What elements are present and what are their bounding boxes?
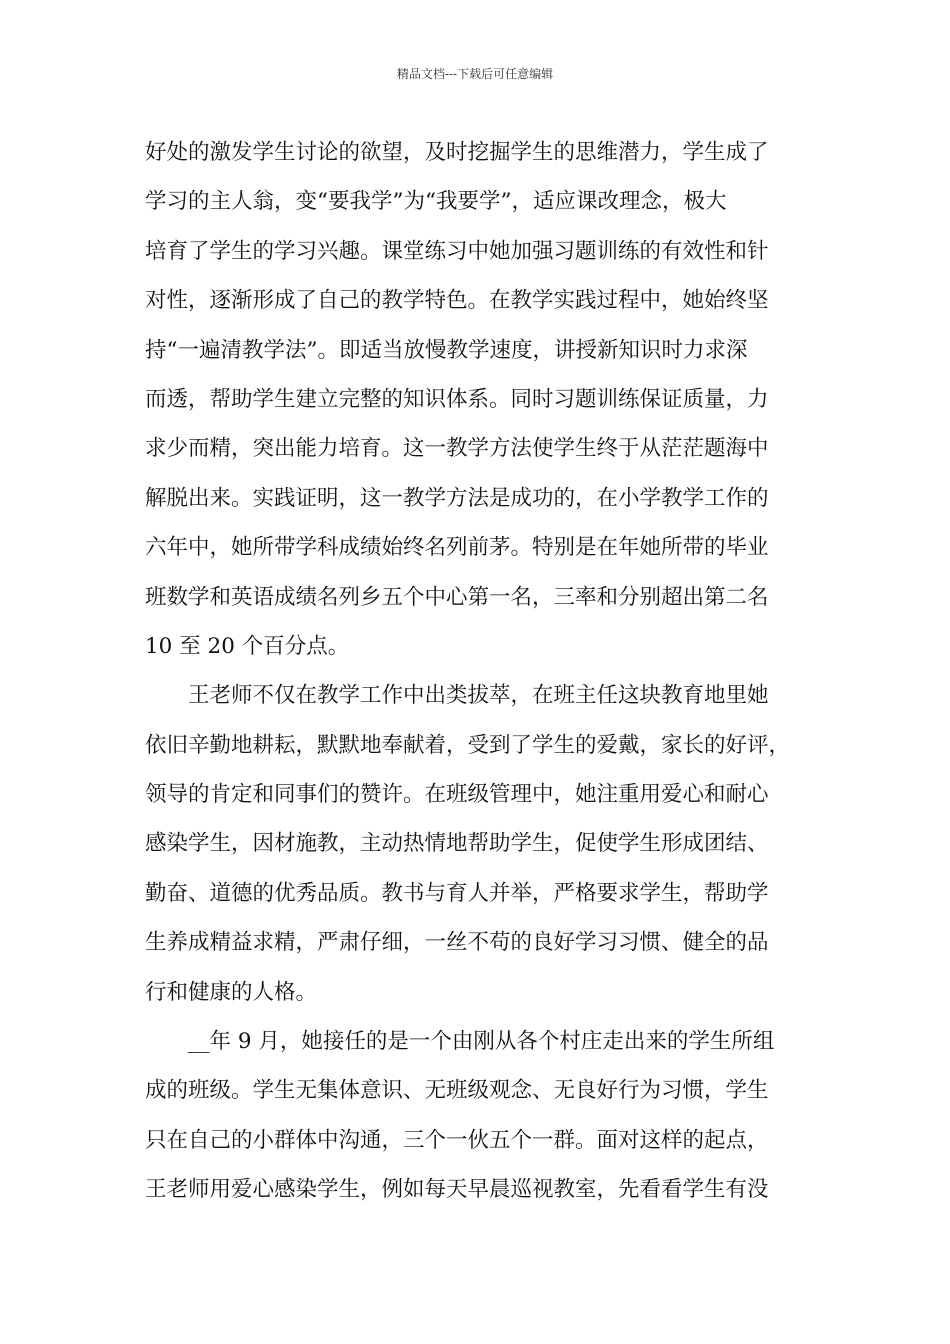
text-line: __年 9 月，她接任的是一个由刚从各个村庄走出来的学生所组 [188, 1029, 775, 1055]
text-line: 培育了学生的学习兴趣。课堂练习中她加强习题训练的有效性和针 [145, 238, 769, 264]
text-line: 依旧辛勤地耕耘，默默地奉献着，受到了学生的爱戴，家长的好评， [145, 732, 791, 758]
text-line: 求少而精，突出能力培育。这一教学方法使学生终于从茫茫题海中 [145, 436, 769, 462]
text-line: 生养成精益求精，严肃仔细，一丝不苟的良好学习习惯、健全的品 [145, 930, 769, 956]
text-line: 领导的肯定和同事们的赞许。在班级管理中，她注重用爱心和耐心 [145, 782, 769, 808]
text-line: 学习的主人翁，变“要我学”为“我要学”，适应课改理念，极大 [145, 189, 727, 215]
text-line: 行和健康的人格。 [145, 979, 318, 1005]
text-line: 班数学和英语成绩名列乡五个中心第一名，三率和分别超出第二名 [145, 584, 769, 610]
page-header: 精品文档---下载后可任意编辑 [396, 67, 554, 81]
body-text [145, 128, 815, 1215]
text-line: 六年中，她所带学科成绩始终名列前茅。特别是在年她所带的毕业 [145, 535, 769, 561]
text-line: 感染学生，因材施教，主动热情地帮助学生，促使学生形成团结、 [145, 831, 769, 857]
text-line: 好处的激发学生讨论的欲望，及时挖掘学生的思维潜力，学生成了 [145, 140, 769, 165]
text-line: 王老师用爱心感染学生，例如每天早晨巡视教室，先看看学生有没 [145, 1177, 769, 1203]
text-line: 持“一遍清教学法”。即适当放慢教学速度，讲授新知识时力求深 [145, 337, 748, 363]
text-line: 而透，帮助学生建立完整的知识体系。同时习题训练保证质量，力 [145, 386, 769, 412]
text-line: 10 至 20 个百分点。 [145, 633, 350, 659]
text-line: 王老师不仅在教学工作中出类拔萃，在班主任这块教育地里她 [188, 683, 769, 709]
text-line: 只在自己的小群体中沟通，三个一伙五个一群。面对这样的起点， [145, 1127, 769, 1153]
text-line: 解脱出来。实践证明，这一教学方法是成功的，在小学教学工作的 [145, 485, 769, 511]
text-line: 成的班级。学生无集体意识、无班级观念、无良好行为习惯，学生 [145, 1078, 769, 1104]
text-line: 对性，逐渐形成了自己的教学特色。在教学实践过程中，她始终坚 [145, 288, 769, 314]
text-line: 勤奋、道德的优秀品质。教书与育人并举，严格要求学生，帮助学 [145, 880, 769, 906]
